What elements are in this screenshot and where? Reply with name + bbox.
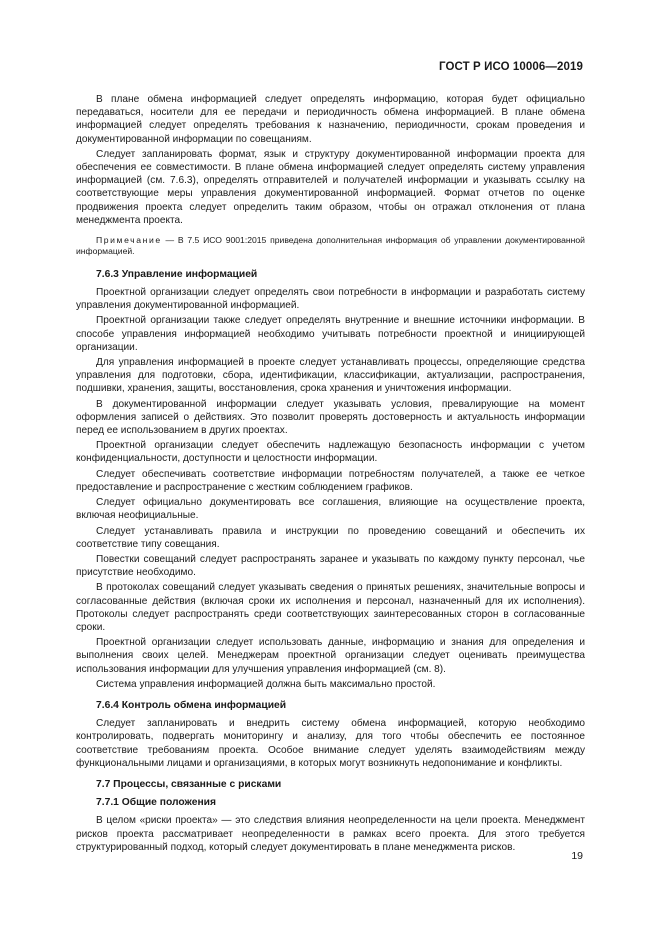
paragraph: Повестки совещаний следует распространять заранее и указывать по каждому пункту персонал, чье присутствие необходимо. bbox=[76, 553, 585, 579]
paragraph: Следует устанавливать правила и инструкции по проведению совещаний и обеспечить их соответствие типу совещания. bbox=[76, 525, 585, 550]
note-text: — В 7.5 ИСО 9001:2015 приведена дополнительная информация об управлении документированной информацией. bbox=[76, 235, 585, 257]
section-heading-7-7-1: 7.7.1 Общие положения bbox=[96, 797, 216, 809]
note bbox=[76, 235, 585, 258]
paragraph: Следует запланировать и внедрить систему обмена информацией, которую необходимо контролировать, подвергать мониторингу и анализу, для того чтобы обеспечить ее постоянное соответствие требованиям проекта. Особое внимание следует уделять взаимодействиям между функциональными лицами и организациями, в которых могут возникнуть недопонимание и конфликты. bbox=[76, 718, 585, 769]
paragraph: Система управления информацией должна быть максимально простой. bbox=[96, 678, 436, 690]
paragraph: Следует официально документировать все соглашения, влияющие на осуществление проекта, включая неофициальные. bbox=[76, 497, 585, 522]
paragraph: Для управления информацией в проекте следует устанавливать процессы, определяющие средства управления для подготовки, сбора, идентификации, классификации, актуализации, распространения, подшивки, хранения, защиты, восстановления, срока хранения и уничтожения информации. bbox=[76, 357, 585, 395]
section-heading-7-6-4: 7.6.4 Контроль обмена информацией bbox=[96, 699, 287, 711]
standard-header: ГОСТ Р ИСО 10006—2019 bbox=[438, 61, 583, 73]
paragraph: Следует запланировать формат, язык и структуру документированной информации проекта для обеспечения ее совместимости. В плане обмена информацией следует определять систему управления информацией (см. 7.6.3), определять отправителей и получателей информации и указывать ссылку на соответствующие меры управления документированной информацией. Формат отчетов по оценке продвижения проекта следует определить таким образом, чтобы он отражал отклонения от плана менеджмента проекта. bbox=[76, 148, 585, 226]
paragraph: В документированной информации следует указывать условия, превалирующие на момент оформления записей о действиях. Это позволит проверять достоверность и актуальность информации перед ее использованием в других проектах. bbox=[76, 398, 585, 437]
paragraph: В целом «риски проекта» — это следствия влияния неопределенности на цели проекта. Менеджмент рисков проекта рассматривает неопределенности в рамках всего проекта. Для этого требуется структурированный подход, который следует документировать в плане менеджмента рисков. bbox=[76, 815, 585, 853]
paragraph: В протоколах совещаний следует указывать сведения о принятых решениях, значительные вопросы и согласованные действия (включая сроки их исполнения и персонал, назначенный для их исполнения). Протоколы следует распространять среди соответствующих заинтересованных сторон в согласованные сроки. bbox=[76, 582, 585, 633]
paragraph: Проектной организации следует обеспечить надлежащую безопасность информации с учетом конфиденциальности, доступности и целостности информации. bbox=[76, 440, 585, 465]
section-heading-7-6-3: 7.6.3 Управление информацией bbox=[96, 268, 258, 280]
note-label: Примечание bbox=[96, 235, 162, 246]
page-number: 19 bbox=[571, 850, 583, 862]
section-heading-7-7: 7.7 Процессы, связанные с рисками bbox=[96, 778, 282, 790]
paragraph: Проектной организации также следует определять внутренние и внешние источники информации. В способе управления информацией необходимо учитывать потребности проектной и инициирующей организации. bbox=[76, 315, 585, 353]
page-content bbox=[76, 93, 585, 856]
paragraph: Проектной организации следует определять свои потребности в информации и разработать систему управления документированной информацией. bbox=[76, 287, 585, 312]
paragraph: Следует обеспечивать соответствие информации потребностям получателей, а также ее четкое предоставление и распространение с жестким соблюдением графиков. bbox=[76, 468, 585, 493]
paragraph: В плане обмена информацией следует определять информацию, которая будет официально передаваться, носители для ее передачи и периодичность обмена информацией. В плане обмена информацией следует определять требования к назначению, периодичности, срокам проведения и документированной информации по совещаниям. bbox=[76, 94, 585, 145]
paragraph: Проектной организации следует использовать данные, информацию и знания для определения и выполнения своих целей. Менеджерам проектной организации следует оценивать преимущества использования информации для улучшения управления информацией (см. 8). bbox=[76, 637, 585, 675]
